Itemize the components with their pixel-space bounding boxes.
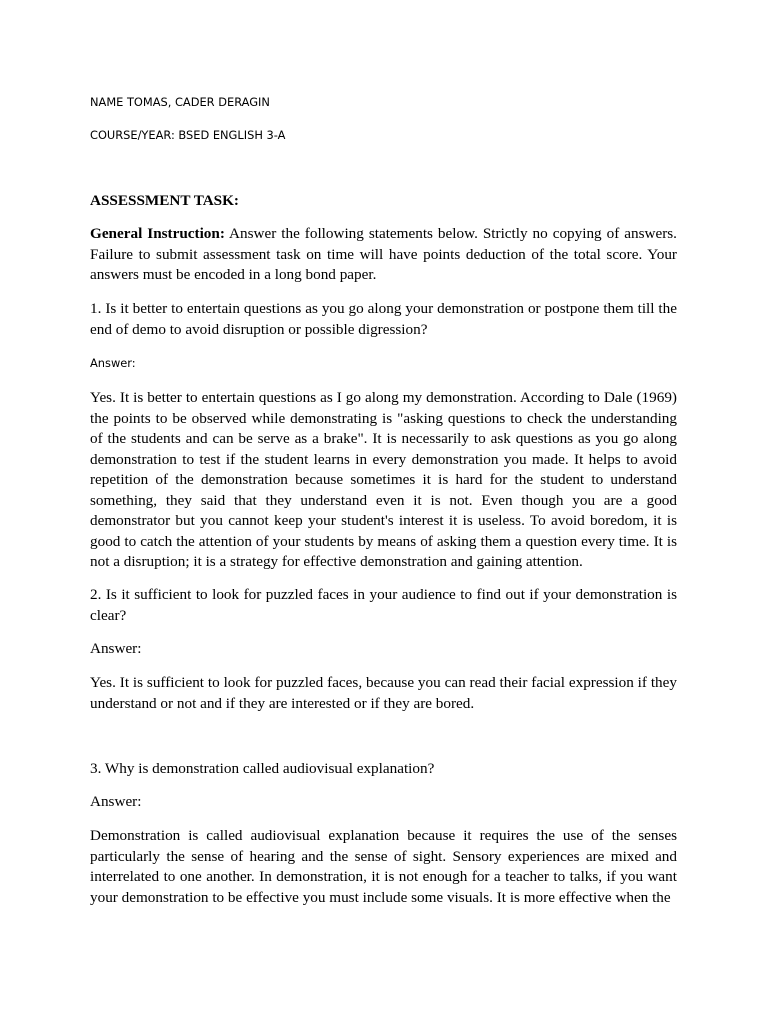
question-1: 1. Is it better to entertain questions as you go along your demonstration or postpone them till the end of demo to avoid disruption or possible digression? <box>90 300 677 338</box>
answer-3-text: Demonstration is called audiovisual explanation because it requires the use of the senses particularly the sense of hearing and the sense of sight. Sensory experiences are mixed and interrelated to one another. In demonstration, it is not enough for a teacher to talks, if you want your demonstration to be effective you must include some visuals. It is more effective when the <box>90 827 677 906</box>
answer-2-label: Answer: <box>90 640 142 657</box>
answer-2-text: Yes. It is sufficient to look for puzzled faces, because you can read their facial expression if they understand or not and if they are interested or if they are bored. <box>90 674 677 712</box>
answer-1-label: Answer: <box>90 356 136 370</box>
general-instruction-label: General Instruction: <box>90 225 225 242</box>
general-instruction-paragraph <box>90 224 677 286</box>
answer-1-text: Yes. It is better to entertain questions as I go along my demonstration. According to Dale (1969) the points to be observed while demonstrating is "asking questions to check the understanding of the students and can be serve as a brake". It is necessarily to ask questions as you go along demonstration to test if the student learns in every demonstration you made. It helps to avoid repetition of the demonstration because sometimes it is hard for the student to understand something, they said that they understand even it is not. Even though you are a good demonstrator but you cannot keep your student's interest it is useless. To avoid boredom, it is good to catch the attention of your students by means of asking them a question every time. It is not a disruption; it is a strategy for effective demonstration and gaining attention. <box>90 389 677 570</box>
question-3: 3. Why is demonstration called audiovisual explanation? <box>90 760 435 777</box>
general-instruction-text: Answer the following statements below. Strictly no copying of answers. Failure to submit assessment task on time will have points deduction of the total score. Your answers must be encoded in a long bond paper. <box>90 225 677 283</box>
assessment-task-heading: ASSESSMENT TASK: <box>90 192 239 209</box>
course-year-line: COURSE/YEAR: BSED ENGLISH 3-A <box>90 128 286 142</box>
answer-3-label: Answer: <box>90 793 142 810</box>
student-name-line: NAME TOMAS, CADER DERAGIN <box>90 95 270 109</box>
question-2: 2. Is it sufficient to look for puzzled faces in your audience to find out if your demonstration is clear? <box>90 586 677 624</box>
